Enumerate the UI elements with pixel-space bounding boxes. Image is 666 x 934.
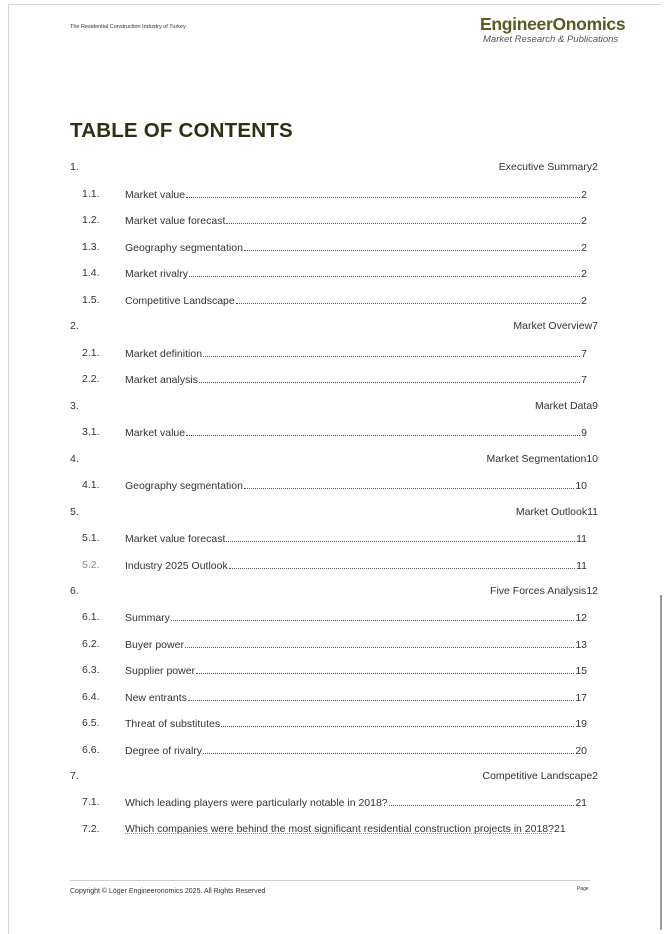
toc-section-entry[interactable] bbox=[70, 398, 598, 414]
toc-entry-title: Buyer power bbox=[125, 639, 184, 651]
toc-entry-line bbox=[125, 345, 587, 362]
toc-entry-number: 1.5. bbox=[82, 294, 100, 306]
toc-subsection-entry[interactable] bbox=[70, 292, 598, 308]
toc-entry-line bbox=[125, 742, 587, 759]
toc-entry-title: Geography segmentation bbox=[125, 480, 243, 492]
footer-page-label: Page bbox=[577, 886, 589, 892]
toc-subsection-entry[interactable] bbox=[70, 212, 598, 228]
toc-entry-title: Competitive Landscape bbox=[125, 295, 235, 307]
toc-entry-number: 1. bbox=[70, 161, 79, 173]
toc-entry-title: Degree of rivalry bbox=[125, 745, 203, 757]
toc-subsection-entry[interactable] bbox=[70, 239, 598, 255]
toc-dot-leader bbox=[203, 742, 574, 754]
toc-entry-title: Market Segmentation bbox=[486, 453, 587, 465]
toc-subsection-entry[interactable] bbox=[70, 742, 598, 758]
toc-entry-number: 7. bbox=[70, 770, 79, 782]
toc-entry-title: Market value forecast bbox=[125, 533, 226, 545]
toc-heading: TABLE OF CONTENTS bbox=[70, 119, 293, 142]
toc-entry-title: Market value bbox=[125, 189, 186, 201]
toc-dot-leader bbox=[226, 530, 575, 542]
toc-entry-number: 6.4. bbox=[82, 691, 100, 703]
toc-entry-title: Summary bbox=[125, 612, 170, 624]
toc-entry-page: 12 bbox=[575, 612, 587, 624]
toc-entry-page: 7 bbox=[592, 320, 598, 332]
logo-tagline: Market Research & Publications bbox=[483, 34, 619, 45]
toc-subsection-entry[interactable] bbox=[70, 265, 598, 281]
toc-entry-title: Market analysis bbox=[125, 374, 198, 386]
toc-entry-number: 5.2. bbox=[82, 559, 100, 571]
toc-entry-title-with-page bbox=[482, 768, 598, 784]
toc-entry-line bbox=[125, 662, 587, 679]
toc-entry-page: 2 bbox=[581, 268, 587, 280]
toc-entry-page: 20 bbox=[575, 745, 587, 757]
toc-dot-leader bbox=[226, 212, 580, 224]
toc-entry-title-with-page bbox=[499, 159, 598, 175]
toc-entry-page: 2 bbox=[592, 161, 598, 173]
toc-entry-number: 7.1. bbox=[82, 796, 100, 808]
toc-dot-leader bbox=[186, 186, 580, 198]
toc-entry-page: 19 bbox=[575, 718, 587, 730]
toc-entry-page: 13 bbox=[575, 639, 587, 651]
toc-entry-title: Market value forecast bbox=[125, 215, 226, 227]
toc-entry-page: 21 bbox=[575, 797, 587, 809]
toc-entry-title: Threat of substitutes bbox=[125, 718, 221, 730]
toc-dot-leader bbox=[244, 477, 574, 489]
toc-entry-number: 5. bbox=[70, 506, 79, 518]
toc-entry-title: Which companies were behind the most significant residential construction projects in 2018? bbox=[125, 823, 554, 835]
toc-entry-title: Five Forces Analysis bbox=[490, 585, 587, 597]
toc-entry-number: 2.2. bbox=[82, 373, 100, 385]
toc-subsection-entry[interactable] bbox=[70, 424, 598, 440]
toc-entry-line bbox=[125, 371, 587, 388]
toc-entry-line bbox=[125, 609, 587, 626]
toc-dot-leader bbox=[185, 636, 574, 648]
toc-entry-page: 12 bbox=[586, 585, 598, 597]
toc-entry-number: 5.1. bbox=[82, 532, 100, 544]
toc-entry-title: Geography segmentation bbox=[125, 242, 243, 254]
toc-dot-leader bbox=[244, 239, 580, 251]
toc-dot-leader bbox=[236, 292, 580, 304]
toc-entry-line bbox=[125, 715, 587, 732]
toc-entry-page: 11 bbox=[576, 533, 587, 545]
toc-section-entry[interactable] bbox=[70, 583, 598, 599]
toc-entry-number: 1.1. bbox=[82, 188, 100, 200]
toc-subsection-entry[interactable] bbox=[70, 636, 598, 652]
toc-entry-number: 4.1. bbox=[82, 479, 100, 491]
toc-entry-line bbox=[125, 530, 587, 547]
toc-entry-page: 21 bbox=[553, 823, 566, 835]
toc-entry-page: 17 bbox=[575, 692, 587, 704]
toc-entry-title: Supplier power bbox=[125, 665, 196, 677]
toc-section-entry[interactable] bbox=[70, 768, 598, 784]
toc-entry-number: 3.1. bbox=[82, 426, 100, 438]
toc-entry-number: 6.2. bbox=[82, 638, 100, 650]
toc-subsection-entry[interactable] bbox=[70, 689, 598, 705]
toc-entry-page: 10 bbox=[575, 480, 587, 492]
toc-entry-page: 11 bbox=[587, 506, 598, 518]
toc-subsection-entry[interactable] bbox=[70, 715, 598, 731]
toc-section-entry[interactable] bbox=[70, 159, 598, 175]
toc-entry-page: 7 bbox=[581, 348, 587, 360]
toc-entry-page: 10 bbox=[586, 453, 598, 465]
toc-entry-title: Market Outlook bbox=[515, 506, 588, 518]
toc-entry-line bbox=[125, 239, 587, 256]
toc-entry-title-with-page bbox=[516, 504, 598, 520]
toc-entry-number: 1.2. bbox=[82, 214, 100, 226]
toc-entry-title: Market rivalry bbox=[125, 268, 189, 280]
toc-entry-number: 7.2. bbox=[82, 823, 100, 835]
toc-entry-line bbox=[125, 477, 587, 494]
toc-entry-title-with-page bbox=[535, 398, 598, 414]
toc-entry-number: 3. bbox=[70, 400, 79, 412]
toc-entry-title: Market value bbox=[125, 427, 186, 439]
toc-entry-title: Market Overview bbox=[513, 320, 593, 332]
toc-entry-line bbox=[125, 292, 587, 309]
toc-entry-page: 2 bbox=[581, 215, 587, 227]
toc-entry-page: 2 bbox=[581, 189, 587, 201]
toc-subsection-entry[interactable] bbox=[70, 821, 598, 837]
toc-section-entry[interactable] bbox=[70, 504, 598, 520]
toc-entry-line bbox=[125, 821, 587, 837]
toc-entry-page: 2 bbox=[592, 770, 598, 782]
scrollbar[interactable] bbox=[660, 595, 662, 930]
toc-section-entry[interactable] bbox=[70, 318, 598, 334]
toc-entry-line bbox=[125, 636, 587, 653]
toc-entry-number: 6.3. bbox=[82, 664, 100, 676]
toc-section-entry[interactable] bbox=[70, 451, 598, 467]
footer-divider bbox=[70, 880, 590, 881]
toc-entry-title: Market definition bbox=[125, 348, 203, 360]
toc-dot-leader bbox=[229, 557, 575, 569]
toc-entry-number: 1.4. bbox=[82, 267, 100, 279]
toc-entry-line bbox=[125, 689, 587, 706]
toc-entry-line bbox=[125, 186, 587, 203]
toc-entry-number: 4. bbox=[70, 453, 79, 465]
toc-entry-number: 2.1. bbox=[82, 347, 100, 359]
toc-entry-page: 15 bbox=[575, 665, 587, 677]
toc-dot-leader bbox=[196, 662, 574, 674]
toc-entry-title: Market Data bbox=[534, 400, 593, 412]
toc-entry-line bbox=[125, 265, 587, 282]
toc-dot-leader bbox=[389, 794, 575, 806]
toc-subsection-entry[interactable] bbox=[70, 794, 598, 810]
logo-name: EngineerOnomics bbox=[480, 14, 626, 34]
toc-dot-leader bbox=[171, 609, 574, 621]
toc-subsection-entry[interactable] bbox=[70, 345, 598, 361]
toc-entry-title: Which leading players were particularly notable in 2018? bbox=[125, 797, 388, 809]
toc-entry-line bbox=[125, 424, 587, 441]
toc-dot-leader bbox=[188, 689, 574, 701]
toc-entry-title: New entrants bbox=[125, 692, 187, 704]
toc-subsection-entry[interactable] bbox=[70, 530, 598, 546]
toc-entry-title-with-page bbox=[487, 451, 599, 467]
toc-entry-title-with-page bbox=[490, 583, 598, 599]
toc-entry-page: 2 bbox=[581, 295, 587, 307]
toc-dot-leader bbox=[203, 345, 580, 357]
toc-entry-page: 2 bbox=[581, 242, 587, 254]
toc-entry-page: 11 bbox=[576, 560, 587, 572]
toc-entry-line bbox=[125, 794, 587, 811]
company-logo bbox=[480, 14, 626, 45]
toc-entry-title-with-page bbox=[513, 318, 598, 334]
toc-entry-title: Competitive Landscape bbox=[482, 770, 593, 782]
toc-entry-line bbox=[125, 212, 587, 229]
toc-dot-leader bbox=[221, 715, 574, 727]
toc-entry-number: 6.1. bbox=[82, 611, 100, 623]
toc-entry-page: 9 bbox=[581, 427, 587, 439]
toc-entry-number: 1.3. bbox=[82, 241, 100, 253]
toc-entry-number: 6. bbox=[70, 585, 79, 597]
toc-subsection-entry[interactable] bbox=[70, 609, 598, 625]
document-header-title: The Residential Construction Industry of Turkey bbox=[70, 24, 186, 30]
toc-entry-number: 6.6. bbox=[82, 744, 100, 756]
toc-entry-number: 2. bbox=[70, 320, 79, 332]
toc-entry-title: Executive Summary bbox=[498, 161, 593, 173]
toc-subsection-entry[interactable] bbox=[70, 557, 598, 573]
toc-entry-title: Industry 2025 Outlook bbox=[125, 560, 228, 572]
toc-dot-leader bbox=[189, 265, 580, 277]
toc-subsection-entry[interactable] bbox=[70, 186, 598, 202]
toc-entry-page: 7 bbox=[581, 374, 587, 386]
footer-copyright: Copyright © Löger Engineeronomics 2025. All Rights Reserved bbox=[70, 888, 266, 895]
toc-dot-leader bbox=[186, 424, 580, 436]
toc-subsection-entry[interactable] bbox=[70, 371, 598, 387]
toc-subsection-entry[interactable] bbox=[70, 662, 598, 678]
toc-entry-number: 6.5. bbox=[82, 717, 100, 729]
toc-dot-leader bbox=[199, 371, 580, 383]
toc-entry-line bbox=[125, 557, 587, 574]
toc-entry-page: 9 bbox=[592, 400, 598, 412]
toc-subsection-entry[interactable] bbox=[70, 477, 598, 493]
